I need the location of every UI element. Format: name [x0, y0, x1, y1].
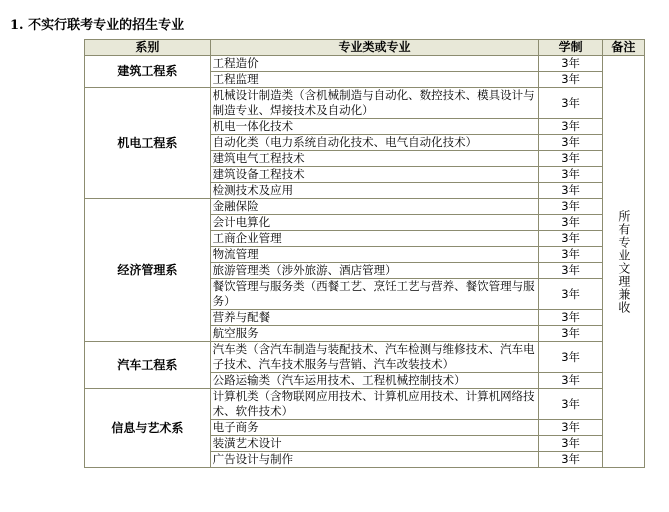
major-cell: 工程监理 [211, 72, 539, 87]
major-cell: 营养与配餐 [211, 310, 539, 325]
table-body [85, 56, 644, 467]
major-cell: 工程造价 [211, 56, 539, 71]
major-cell: 物流管理 [211, 247, 539, 262]
section-heading: 1. 不实行联考专业的招生专业 [10, 18, 185, 33]
duration-cell: 3年 [539, 151, 601, 166]
header-duration: 学制 [539, 40, 601, 55]
major-cell: 机电一体化技术 [211, 119, 539, 134]
duration-cell: 3年 [539, 452, 601, 467]
remark-cell: 所有专业文理兼收 [603, 56, 644, 467]
major-cell: 餐饮管理与服务类（西餐工艺、烹饪工艺与营养、餐饮管理与服务） [211, 279, 539, 309]
header-remark: 备注 [603, 40, 644, 55]
duration-cell: 3年 [539, 56, 601, 71]
duration-cell: 3年 [539, 373, 601, 388]
department-cell: 机电工程系 [85, 88, 210, 198]
duration-cell: 3年 [539, 247, 601, 262]
enrollment-table [84, 39, 645, 468]
duration-cell: 3年 [539, 119, 601, 134]
duration-cell: 3年 [539, 72, 601, 87]
major-cell: 航空服务 [211, 326, 539, 341]
table-row [85, 389, 644, 419]
major-cell: 汽车类（含汽车制造与装配技术、汽车检测与维修技术、汽车电子技术、汽车技术服务与营销、汽车改装技术） [211, 342, 539, 372]
duration-cell: 3年 [539, 263, 601, 278]
major-cell: 公路运输类（汽车运用技术、工程机械控制技术） [211, 373, 539, 388]
table-header-row [85, 40, 644, 55]
department-cell: 经济管理系 [85, 199, 210, 341]
major-cell: 建筑电气工程技术 [211, 151, 539, 166]
table-row [85, 342, 644, 372]
duration-cell: 3年 [539, 279, 601, 309]
duration-cell: 3年 [539, 183, 601, 198]
duration-cell: 3年 [539, 436, 601, 451]
duration-cell: 3年 [539, 88, 601, 118]
table-row [85, 199, 644, 214]
duration-cell: 3年 [539, 389, 601, 419]
table-row [85, 56, 644, 71]
table-row [85, 88, 644, 118]
major-cell: 检测技术及应用 [211, 183, 539, 198]
major-cell: 会计电算化 [211, 215, 539, 230]
major-cell: 建筑设备工程技术 [211, 167, 539, 182]
duration-cell: 3年 [539, 167, 601, 182]
major-cell: 机械设计制造类（含机械制造与自动化、数控技术、模具设计与制造专业、焊接技术及自动化） [211, 88, 539, 118]
major-cell: 装潢艺术设计 [211, 436, 539, 451]
major-cell: 工商企业管理 [211, 231, 539, 246]
duration-cell: 3年 [539, 215, 601, 230]
duration-cell: 3年 [539, 326, 601, 341]
duration-cell: 3年 [539, 342, 601, 372]
header-department: 系别 [85, 40, 210, 55]
major-cell: 电子商务 [211, 420, 539, 435]
duration-cell: 3年 [539, 135, 601, 150]
duration-cell: 3年 [539, 231, 601, 246]
duration-cell: 3年 [539, 310, 601, 325]
department-cell: 汽车工程系 [85, 342, 210, 388]
header-major: 专业类或专业 [211, 40, 539, 55]
major-cell: 计算机类（含物联网应用技术、计算机应用技术、计算机网络技术、软件技术） [211, 389, 539, 419]
major-cell: 金融保险 [211, 199, 539, 214]
duration-cell: 3年 [539, 199, 601, 214]
major-cell: 旅游管理类（涉外旅游、酒店管理） [211, 263, 539, 278]
major-cell: 自动化类（电力系统自动化技术、电气自动化技术） [211, 135, 539, 150]
department-cell: 信息与艺术系 [85, 389, 210, 467]
major-cell: 广告设计与制作 [211, 452, 539, 467]
duration-cell: 3年 [539, 420, 601, 435]
department-cell: 建筑工程系 [85, 56, 210, 87]
